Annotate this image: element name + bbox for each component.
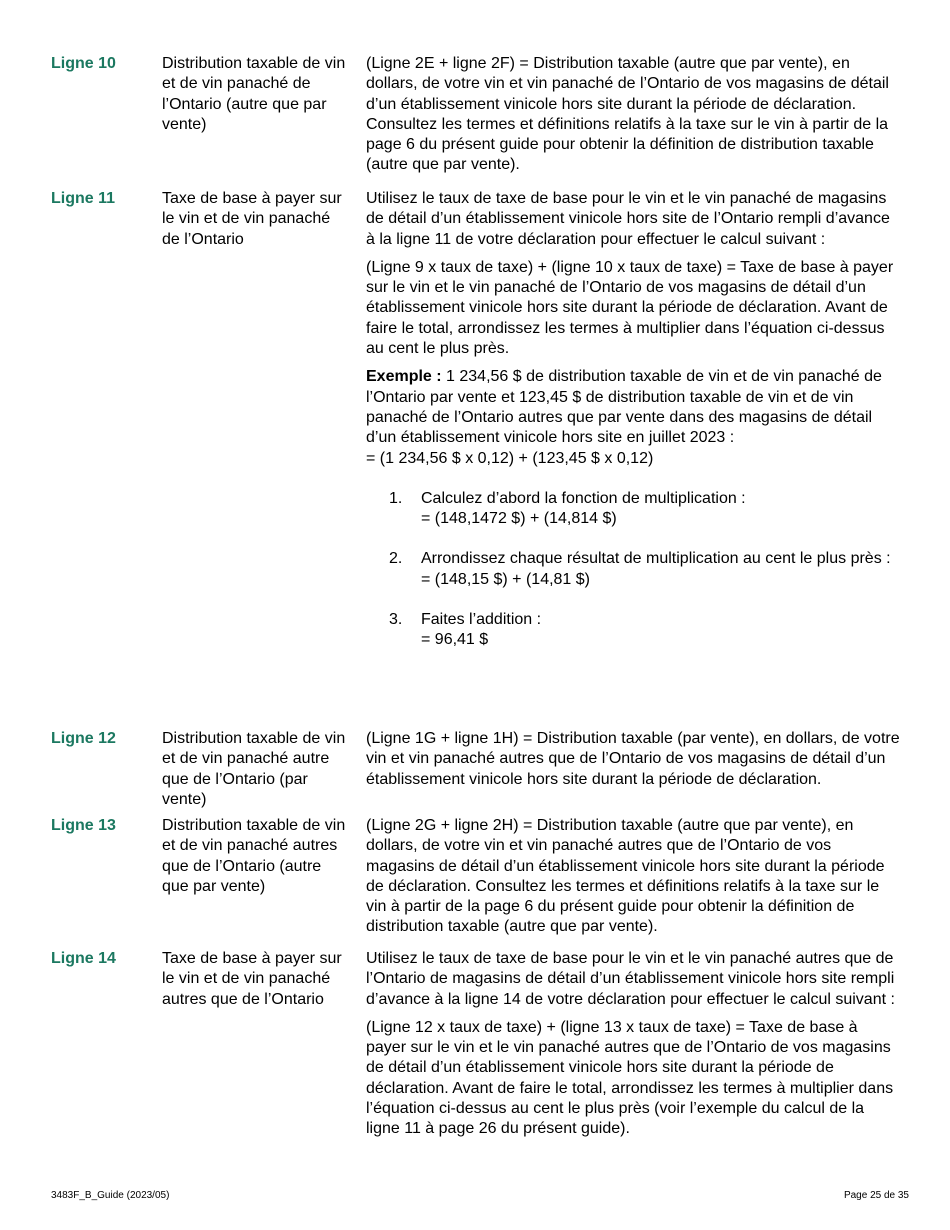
description-paragraph: (Ligne 2G + ligne 2H) = Distribution taxable (autre que par vente), en dollars, de votre vin et vin panaché autres que de l’Ontario de vos magasins de détail d’un établissement vinicole hors site durant la période de déclaration. Consultez les termes et définitions relatifs à la taxe sur le vin à partir de la page 6 du présent guide pour obtenir la définition de distribution taxable (autre que par vente).: [366, 817, 885, 936]
step-result: = (148,15 $) + (14,81 $): [421, 570, 590, 588]
calculation-step: [366, 549, 901, 590]
step-number: 1.: [389, 489, 403, 507]
line-description: [366, 189, 901, 671]
step-number: 2.: [389, 550, 403, 568]
line-label: Ligne 10: [51, 55, 116, 72]
example-label: Exemple :: [366, 368, 442, 386]
line-description: [366, 816, 901, 938]
calculation-step: [366, 610, 901, 651]
description-paragraph: (Ligne 2E + ligne 2F) = Distribution taxable (autre que par vente), en dollars, de votre vin et vin panaché de l’Ontario de vos magasins de détail d’un établissement vinicole hors site durant la période de déclaration. Consultez les termes et définitions relatifs à la taxe sur le vin à partir de la page 6 du présent guide pour obtenir la définition de distribution taxable (autre que par vente).: [366, 55, 889, 174]
line-name: Distribution taxable de vin et de vin panaché de l’Ontario (autre que par vente): [162, 55, 346, 133]
step-number: 3.: [389, 611, 403, 629]
description-paragraph: (Ligne 1G + ligne 1H) = Distribution taxable (par vente), en dollars, de votre vin et vin panaché autres que de l’Ontario de vos magasins de détail d’un établissement vinicole hors site durant la période de déclaration.: [366, 730, 900, 788]
line-description: [366, 54, 901, 176]
line-name: Distribution taxable de vin et de vin panaché autre que de l’Ontario (par vente): [162, 730, 346, 808]
line-name: Taxe de base à payer sur le vin et de vin panaché autres que de l’Ontario: [162, 950, 342, 1008]
footer-form-id: 3483F_B_Guide (2023/05): [51, 1190, 170, 1201]
step-text: Calculez d’abord la fonction de multiplication :: [421, 489, 746, 507]
line-name: Distribution taxable de vin et de vin panaché autres que de l’Ontario (autre que par vente): [162, 817, 346, 895]
calculation-steps: [366, 489, 901, 651]
step-result: = 96,41 $: [421, 631, 489, 649]
example-formula: = (1 234,56 $ x 0,12) + (123,45 $ x 0,12): [366, 449, 654, 467]
description-paragraph: (Ligne 9 x taux de taxe) + (ligne 10 x taux de taxe) = Taxe de base à payer sur le vin et le vin panaché de l’Ontario de vos magasins de détail d’un établissement vinicole hors site durant la période de déclaration. Avant de faire le total, arrondissez les termes à multiplier dans l’équation ci-dessus au cent le plus près.: [366, 258, 894, 358]
description-paragraph: (Ligne 12 x taux de taxe) + (ligne 13 x taux de taxe) = Taxe de base à payer sur le vin et le vin panaché autres que de l’Ontario de vos magasins de détail d’un établissement vinicole hors site durant la période de déclaration. Avant de faire le total, arrondissez les termes à multiplier dans l’équation ci-dessus au cent le plus près (voir l’exemple du calcul de la ligne 11 à page 26 du présent guide).: [366, 1018, 894, 1138]
line-label: Ligne 13: [51, 817, 116, 834]
step-text: Faites l’addition :: [421, 611, 542, 629]
step-result: = (148,1472 $) + (14,814 $): [421, 510, 617, 528]
footer-page-number: Page 25 de 35: [843, 1190, 909, 1201]
line-label: Ligne 14: [51, 950, 116, 967]
example-paragraph: [366, 367, 901, 468]
step-text: Arrondissez chaque résultat de multiplication au cent le plus près :: [421, 550, 891, 568]
description-paragraph: Utilisez le taux de taxe de base pour le vin et le vin panaché de magasins de détail d’un établissement vinicole hors site de l’Ontario rempli d’avance à la ligne 11 de votre déclaration pour effectuer le calcul suivant :: [366, 190, 890, 248]
description-paragraph: Utilisez le taux de taxe de base pour le vin et le vin panaché autres que de l’Ontario de magasins de détail d’un établissement vinicole hors site rempli d’avance à la ligne 14 de votre déclaration pour effectuer le calcul suivant :: [366, 950, 895, 1008]
line-label: Ligne 11: [51, 190, 116, 207]
calculation-step: [366, 489, 901, 530]
example-text: 1 234,56 $ de distribution taxable de vin et de vin panaché de l’Ontario par vente et 123,45 $ de distribution taxable de vin et de vin panaché de l’Ontario autres que par vente dans des magasins de détail d’un établissement vinicole hors site en juillet 2023 :: [366, 368, 882, 447]
line-description: [366, 729, 901, 790]
line-name: Taxe de base à payer sur le vin et de vin panaché de l’Ontario: [162, 190, 342, 248]
line-label: Ligne 12: [51, 730, 116, 747]
line-description: [366, 949, 901, 1140]
